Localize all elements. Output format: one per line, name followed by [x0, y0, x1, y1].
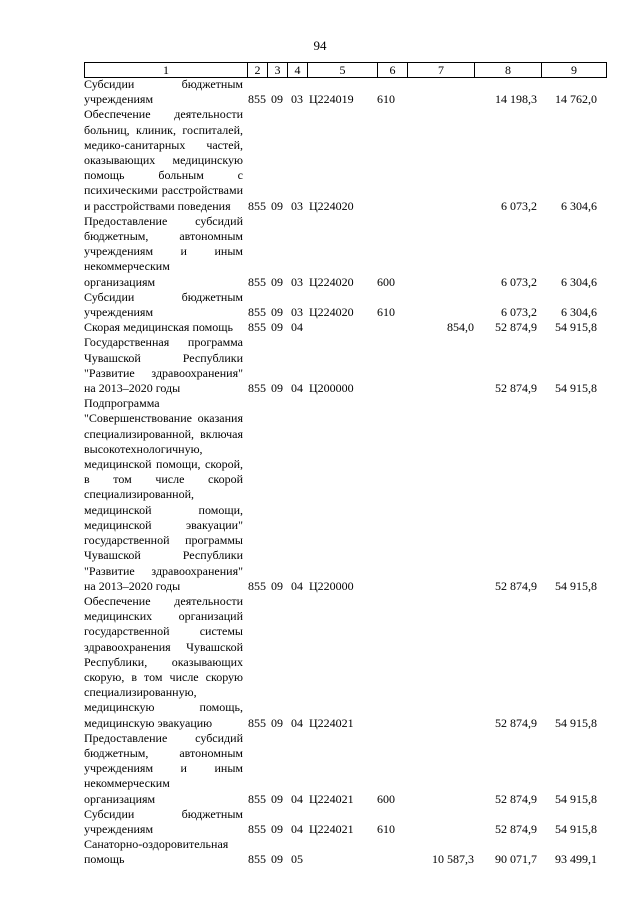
row-name: Субсидии бюджетным учреждениям: [84, 77, 243, 107]
row-col9-amount: 6 304,6: [561, 198, 597, 213]
row-expense-type: 600: [377, 791, 395, 806]
header-col-1: 1: [85, 63, 248, 77]
row-target-code: Ц224019: [309, 92, 354, 107]
row-target-code: Ц224020: [309, 274, 354, 289]
row-name: Санаторно-оздоровительная помощь: [84, 837, 229, 867]
table-row: [84, 837, 605, 867]
row-col8-amount: 52 874,9: [495, 320, 537, 335]
row-col8-amount: 6 073,2: [501, 305, 537, 320]
row-subsection-code: 04: [291, 320, 303, 335]
header-col-5: 5: [308, 63, 378, 77]
header-col-2: 2: [248, 63, 268, 77]
row-subsection-code: 04: [291, 791, 303, 806]
table-row: [84, 214, 605, 290]
row-name: Субсидии бюджетным учреждениям: [84, 289, 243, 320]
row-target-code: Ц200000: [309, 381, 354, 396]
table-row: [84, 335, 605, 396]
row-section-code: 09: [271, 715, 283, 730]
row-col9-amount: 54 915,8: [555, 578, 597, 593]
row-col8-amount: 90 071,7: [495, 852, 537, 867]
row-col8-amount: 52 874,9: [495, 791, 537, 806]
row-expense-type: 600: [377, 274, 395, 289]
row-target-code: Ц224021: [309, 791, 354, 806]
table-row: [84, 320, 605, 335]
row-name: Предоставление субсидий бюджетным, автономным учреждениям и иным некоммерческим организациям: [84, 213, 243, 289]
row-col8-amount: 6 073,2: [501, 274, 537, 289]
row-section-code: 09: [271, 821, 283, 836]
header-col-3: 3: [268, 63, 288, 77]
row-ministry-code: 855: [248, 198, 266, 213]
row-name: Обеспечение деятельности медицинских организаций государственной системы здравоохранения Чувашской Республики, оказывающих скорую, в том числе скорую специализированную, медицинскую помощь, медицинскую эвакуацию: [84, 593, 243, 730]
row-col9-amount: 54 915,8: [555, 791, 597, 806]
row-section-code: 09: [271, 852, 283, 867]
row-col8-amount: 52 874,9: [495, 715, 537, 730]
row-col8-amount: 52 874,9: [495, 578, 537, 593]
row-name: Обеспечение деятельности больниц, клиник, госпиталей, медико-санитарных частей, оказывающих медицинскую помощь больным с психическими расстройствами и расстройствами поведения: [84, 107, 243, 213]
row-ministry-code: 855: [248, 578, 266, 593]
row-ministry-code: 855: [248, 274, 266, 289]
row-target-code: Ц220000: [309, 578, 354, 593]
row-ministry-code: 855: [248, 791, 266, 806]
row-col8-amount: 6 073,2: [501, 198, 537, 213]
row-name: Субсидии бюджетным учреждениям: [84, 806, 243, 836]
row-subsection-code: 04: [291, 578, 303, 593]
row-section-code: 09: [271, 198, 283, 213]
row-subsection-code: 05: [291, 852, 303, 867]
row-col8-amount: 52 874,9: [495, 821, 537, 836]
table-row: [84, 77, 605, 107]
header-col-8: 8: [475, 63, 542, 77]
row-ministry-code: 855: [248, 305, 266, 320]
row-subsection-code: 03: [291, 92, 303, 107]
row-col7-amount: 10 587,3: [432, 852, 474, 867]
table-row: [84, 107, 605, 213]
row-ministry-code: 855: [248, 715, 266, 730]
row-section-code: 09: [271, 305, 283, 320]
row-target-code: Ц224020: [309, 305, 354, 320]
row-ministry-code: 855: [248, 320, 266, 335]
row-section-code: 09: [271, 92, 283, 107]
table-row: [84, 290, 605, 320]
row-name: Государственная программа Чувашской Республики "Развитие здравоохранения" на 2013–2020 годы: [84, 335, 243, 396]
header-col-7: 7: [408, 63, 475, 77]
header-col-4: 4: [288, 63, 308, 77]
row-subsection-code: 04: [291, 381, 303, 396]
page-number: 94: [313, 38, 327, 53]
row-col9-amount: 54 915,8: [555, 821, 597, 836]
row-col9-amount: 93 499,1: [555, 852, 597, 867]
row-expense-type: 610: [377, 821, 395, 836]
row-expense-type: 610: [377, 305, 395, 320]
row-target-code: Ц224020: [309, 198, 354, 213]
row-section-code: 09: [271, 381, 283, 396]
row-section-code: 09: [271, 578, 283, 593]
row-col8-amount: 14 198,3: [495, 92, 537, 107]
row-name: Подпрограмма "Совершенствование оказания специализированной, включая высокотехнологичную, медицинской помощи, скорой, в том числе скорой специализированной, медицинской помощи, медицинской эвакуации" государственной программы Чувашской Республики "Развитие здравоохранения" на 2013–2020 годы: [84, 396, 243, 593]
budget-table-body: [84, 77, 605, 868]
row-section-code: 09: [271, 791, 283, 806]
row-col7-amount: 854,0: [447, 320, 474, 335]
row-target-code: Ц224021: [309, 821, 354, 836]
row-subsection-code: 04: [291, 821, 303, 836]
row-subsection-code: 03: [291, 274, 303, 289]
row-section-code: 09: [271, 320, 283, 335]
table-row: [84, 807, 605, 837]
table-row: [84, 396, 605, 594]
row-ministry-code: 855: [248, 381, 266, 396]
header-col-6: 6: [378, 63, 408, 77]
row-ministry-code: 855: [248, 821, 266, 836]
table-header: [84, 62, 607, 78]
row-subsection-code: 03: [291, 305, 303, 320]
row-target-code: Ц224021: [309, 715, 354, 730]
table-row: [84, 731, 605, 807]
row-expense-type: 610: [377, 92, 395, 107]
table-row: [84, 594, 605, 731]
row-col8-amount: 52 874,9: [495, 381, 537, 396]
row-name: Предоставление субсидий бюджетным, автономным учреждениям и иным некоммерческим организациям: [84, 730, 243, 806]
row-col9-amount: 54 915,8: [555, 320, 597, 335]
row-ministry-code: 855: [248, 852, 266, 867]
row-col9-amount: 14 762,0: [555, 92, 597, 107]
row-col9-amount: 6 304,6: [561, 274, 597, 289]
row-ministry-code: 855: [248, 92, 266, 107]
header-col-9: 9: [571, 63, 577, 77]
row-subsection-code: 04: [291, 715, 303, 730]
row-col9-amount: 54 915,8: [555, 381, 597, 396]
row-subsection-code: 03: [291, 198, 303, 213]
row-section-code: 09: [271, 274, 283, 289]
row-name: Скорая медицинская помощь: [84, 320, 233, 335]
row-col9-amount: 6 304,6: [561, 305, 597, 320]
row-col9-amount: 54 915,8: [555, 715, 597, 730]
